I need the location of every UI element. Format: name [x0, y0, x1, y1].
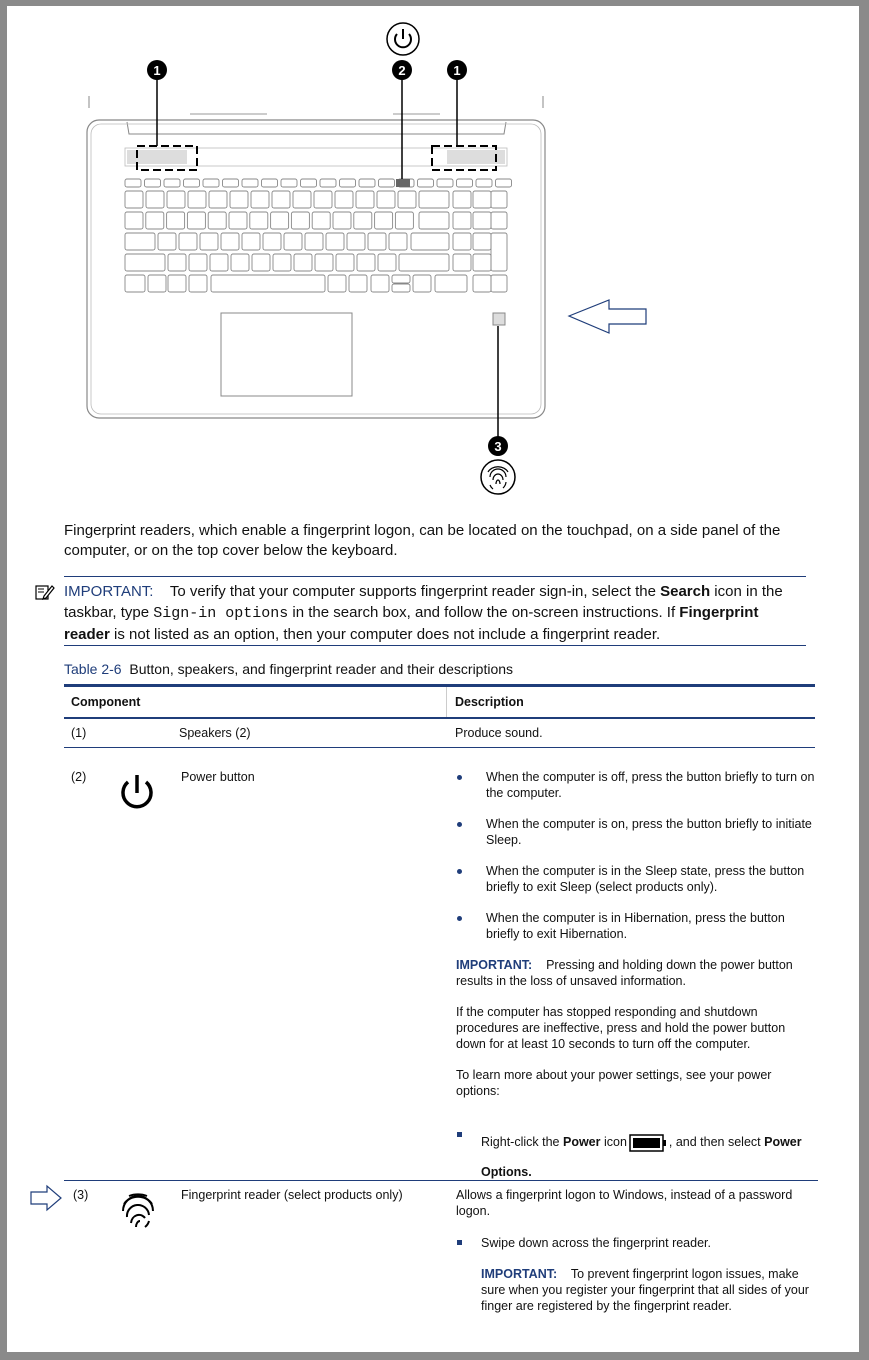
po-text-3: , and then select [668, 1135, 765, 1149]
important-label: IMPORTANT: [64, 583, 154, 600]
bullet-2 [457, 822, 462, 827]
row2-important [456, 957, 806, 989]
row2-para-1: If the computer has stopped responding and shutdown procedures are ineffective, press and hold the power button down for at least 10 seconds to turn off the computer. [456, 1005, 786, 1051]
row1-component: Speakers (2) [179, 726, 251, 740]
row2-bullet-2: When the computer is on, press the button briefly to initiate Sleep. [486, 817, 812, 847]
bullet-4 [457, 916, 462, 921]
row2-bullet-4: When the computer is in Hibernation, press the button briefly to exit Hibernation. [486, 911, 785, 941]
bullet-1 [457, 775, 462, 780]
row2-number: (2) [71, 770, 87, 784]
left-arrow-icon [569, 300, 646, 333]
row2-para-2: To learn more about your power settings, see your power options: [456, 1068, 772, 1098]
note-search: Search [660, 583, 711, 600]
row3-important [481, 1266, 816, 1314]
row2-bullet-3: When the computer is in the Sleep state, press the button briefly to exit Sleep (select products only). [486, 864, 805, 894]
table-caption [64, 661, 513, 677]
row2-bullet-1: When the computer is off, press the button briefly to turn on the computer. [486, 770, 815, 800]
row2-important-text: Pressing and holding down the power button results in the loss of unsaved information. [456, 958, 793, 988]
table-caption-number: Table 2-6 [64, 661, 122, 677]
svg-text:3: 3 [494, 439, 502, 454]
note-code: Sign-in options [153, 605, 289, 622]
po-power: Power [562, 1135, 601, 1149]
power-icon [387, 23, 419, 55]
battery-icon [629, 1133, 667, 1153]
note-bottom-rule [64, 645, 806, 646]
table-caption-text: Button, speakers, and fingerprint reader and their descriptions [129, 661, 514, 677]
row3-number: (3) [73, 1188, 89, 1202]
note-pencil-icon [35, 583, 55, 601]
note-text-3: in the search box, and follow the on-screen instructions. If [288, 604, 680, 621]
row3-important-label: IMPORTANT: [481, 1267, 558, 1281]
note-text-1: To verify that your computer supports fingerprint reader sign-in, select the [169, 583, 661, 600]
row2-component: Power button [181, 770, 255, 784]
row3-description: Allows a fingerprint logon to Windows, instead of a password logon. [456, 1188, 793, 1218]
table-top-rule [64, 684, 815, 687]
po-text-1: Right-click the [481, 1135, 563, 1149]
note-text-4: is not listed as an option, then your computer does not include a fingerprint reader. [109, 626, 661, 643]
note-fingerprint: Fingerprint reader [64, 604, 759, 643]
row3-bullet: Swipe down across the fingerprint reader. [481, 1236, 711, 1250]
po-options: Power Options. [481, 1135, 802, 1179]
row2-important-label: IMPORTANT: [456, 958, 533, 972]
row3-component: Fingerprint reader (select products only) [181, 1188, 403, 1202]
po-text-2: icon [600, 1135, 627, 1149]
document-page [7, 6, 859, 1352]
note-top-rule [64, 576, 806, 577]
intro-paragraph: Fingerprint readers, which enable a fingerprint logon, can be located on the touchpad, on a side panel of the computer, or on the top cover below the keyboard. [64, 522, 781, 559]
col-header-component: Component [71, 695, 141, 709]
fingerprint-icon [481, 460, 515, 494]
header-divider [446, 687, 447, 717]
row3-important-text: To prevent fingerprint logon issues, make sure when you register your fingerprint that all sides of your finger are registered by the fingerprint reader. [481, 1267, 809, 1313]
svg-text:2: 2 [398, 63, 406, 78]
row2-rule [64, 1180, 818, 1181]
col-header-description: Description [455, 695, 524, 709]
fingerprint-row-icon [119, 1190, 157, 1230]
header-rule [64, 717, 815, 719]
row1-number: (1) [71, 726, 87, 740]
row2-power-options [481, 1127, 821, 1187]
row1-rule [64, 747, 815, 748]
square-bullet-1 [457, 1132, 462, 1137]
row1-description: Produce sound. [455, 726, 543, 740]
svg-text:1: 1 [153, 63, 161, 78]
power-button-icon [117, 772, 157, 814]
important-note [64, 581, 808, 645]
svg-text:1: 1 [453, 63, 461, 78]
row3-arrow-icon [29, 1184, 63, 1212]
note-text-2: icon in the taskbar, type [64, 583, 783, 621]
square-bullet-2 [457, 1240, 462, 1245]
laptop-illustration [7, 6, 859, 506]
bullet-3 [457, 869, 462, 874]
